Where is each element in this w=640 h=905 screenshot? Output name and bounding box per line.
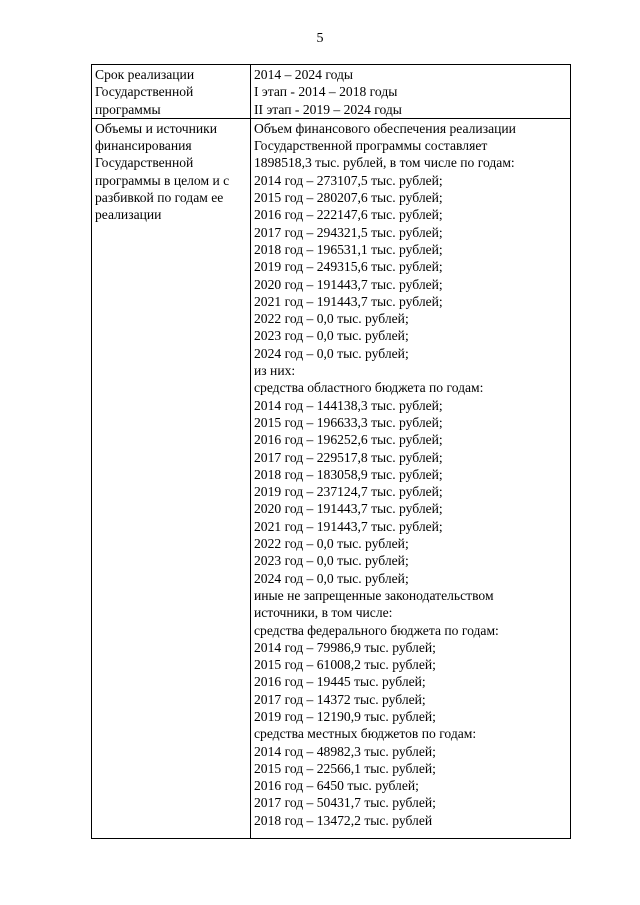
- text-line: из них:: [254, 363, 296, 379]
- text-line: 2019 год – 237124,7 тыс. рублей;: [254, 484, 443, 500]
- text-line: 2016 год – 19445 тыс. рублей;: [254, 674, 426, 690]
- text-line: 2014 год – 144138,3 тыс. рублей;: [254, 397, 443, 413]
- table-row-funding: [92, 118, 571, 838]
- text-line: Объемы и источники: [95, 120, 218, 136]
- text-line: источники, в том числе:: [254, 605, 393, 621]
- text-line: 2015 год – 280207,6 тыс. рублей;: [254, 190, 443, 206]
- row-label-cell: [92, 65, 251, 119]
- text-line: финансирования: [95, 138, 192, 154]
- row-label-cell: [92, 118, 251, 838]
- text-line: 2024 год – 0,0 тыс. рублей;: [254, 345, 409, 361]
- text-line: 2021 год – 191443,7 тыс. рублей;: [254, 518, 443, 534]
- text-line: 2018 год – 183058,9 тыс. рублей;: [254, 466, 443, 482]
- text-line: 2016 год – 222147,6 тыс. рублей;: [254, 207, 443, 223]
- text-line: 2015 год – 61008,2 тыс. рублей;: [254, 657, 436, 673]
- text-line: 2023 год – 0,0 тыс. рублей;: [254, 553, 409, 569]
- text-line: 2015 год – 196633,3 тыс. рублей;: [254, 414, 443, 430]
- text-line: 2017 год – 50431,7 тыс. рублей;: [254, 795, 436, 811]
- text-line: 2014 год – 273107,5 тыс. рублей;: [254, 172, 443, 188]
- text-line: II этап - 2019 – 2024 годы: [254, 101, 402, 117]
- text-line: 2014 год – 79986,9 тыс. рублей;: [254, 639, 436, 655]
- text-line: 2018 год – 196531,1 тыс. рублей;: [254, 241, 443, 257]
- text-line: 2020 год – 191443,7 тыс. рублей;: [254, 276, 443, 292]
- text-line: Срок реализации: [95, 67, 195, 82]
- text-line: реализации: [95, 207, 162, 223]
- text-line: Государственной программы составляет: [254, 138, 488, 154]
- row-value-cell: [251, 65, 571, 119]
- text-line: 1898518,3 тыс. рублей, в том числе по годам:: [254, 155, 515, 171]
- text-line: 2022 год – 0,0 тыс. рублей;: [254, 536, 409, 552]
- text-line: 2020 год – 191443,7 тыс. рублей;: [254, 501, 443, 517]
- text-line: 2017 год – 294321,5 тыс. рублей;: [254, 224, 443, 240]
- text-line: 2019 год – 12190,9 тыс. рублей;: [254, 708, 436, 724]
- passport-table: [91, 64, 571, 839]
- text-line: 2015 год – 22566,1 тыс. рублей;: [254, 760, 436, 776]
- text-line: Государственной: [95, 84, 194, 100]
- text-line: 2021 год – 191443,7 тыс. рублей;: [254, 293, 443, 309]
- text-line: разбивкой по годам ее: [95, 190, 224, 206]
- text-line: 2022 год – 0,0 тыс. рублей;: [254, 311, 409, 327]
- text-line: Объем финансового обеспечения реализации: [254, 120, 516, 136]
- text-line: 2023 год – 0,0 тыс. рублей;: [254, 328, 409, 344]
- text-line: средства областного бюджета по годам:: [254, 380, 484, 396]
- text-line: 2018 год – 13472,2 тыс. рублей: [254, 812, 433, 828]
- text-line: 2017 год – 229517,8 тыс. рублей;: [254, 449, 443, 465]
- text-line: 2014 – 2024 годы: [254, 67, 354, 82]
- text-line: I этап - 2014 – 2018 годы: [254, 84, 398, 100]
- text-line: средства местных бюджетов по годам:: [254, 726, 477, 742]
- text-line: 2024 год – 0,0 тыс. рублей;: [254, 570, 409, 586]
- text-line: 2019 год – 249315,6 тыс. рублей;: [254, 259, 443, 275]
- text-line: программы в целом и с: [95, 172, 230, 188]
- text-line: 2016 год – 6450 тыс. рублей;: [254, 778, 419, 794]
- table-row-implementation-period: [92, 65, 571, 119]
- text-line: Государственной: [95, 155, 194, 171]
- text-line: 2014 год – 48982,3 тыс. рублей;: [254, 743, 436, 759]
- text-line: средства федерального бюджета по годам:: [254, 622, 499, 638]
- text-line: иные не запрещенные законодательством: [254, 587, 494, 603]
- row-value-cell: [251, 118, 571, 838]
- text-line: 2016 год – 196252,6 тыс. рублей;: [254, 432, 443, 448]
- text-line: программы: [95, 101, 161, 117]
- page-number: 5: [316, 31, 324, 46]
- text-line: 2017 год – 14372 тыс. рублей;: [254, 691, 426, 707]
